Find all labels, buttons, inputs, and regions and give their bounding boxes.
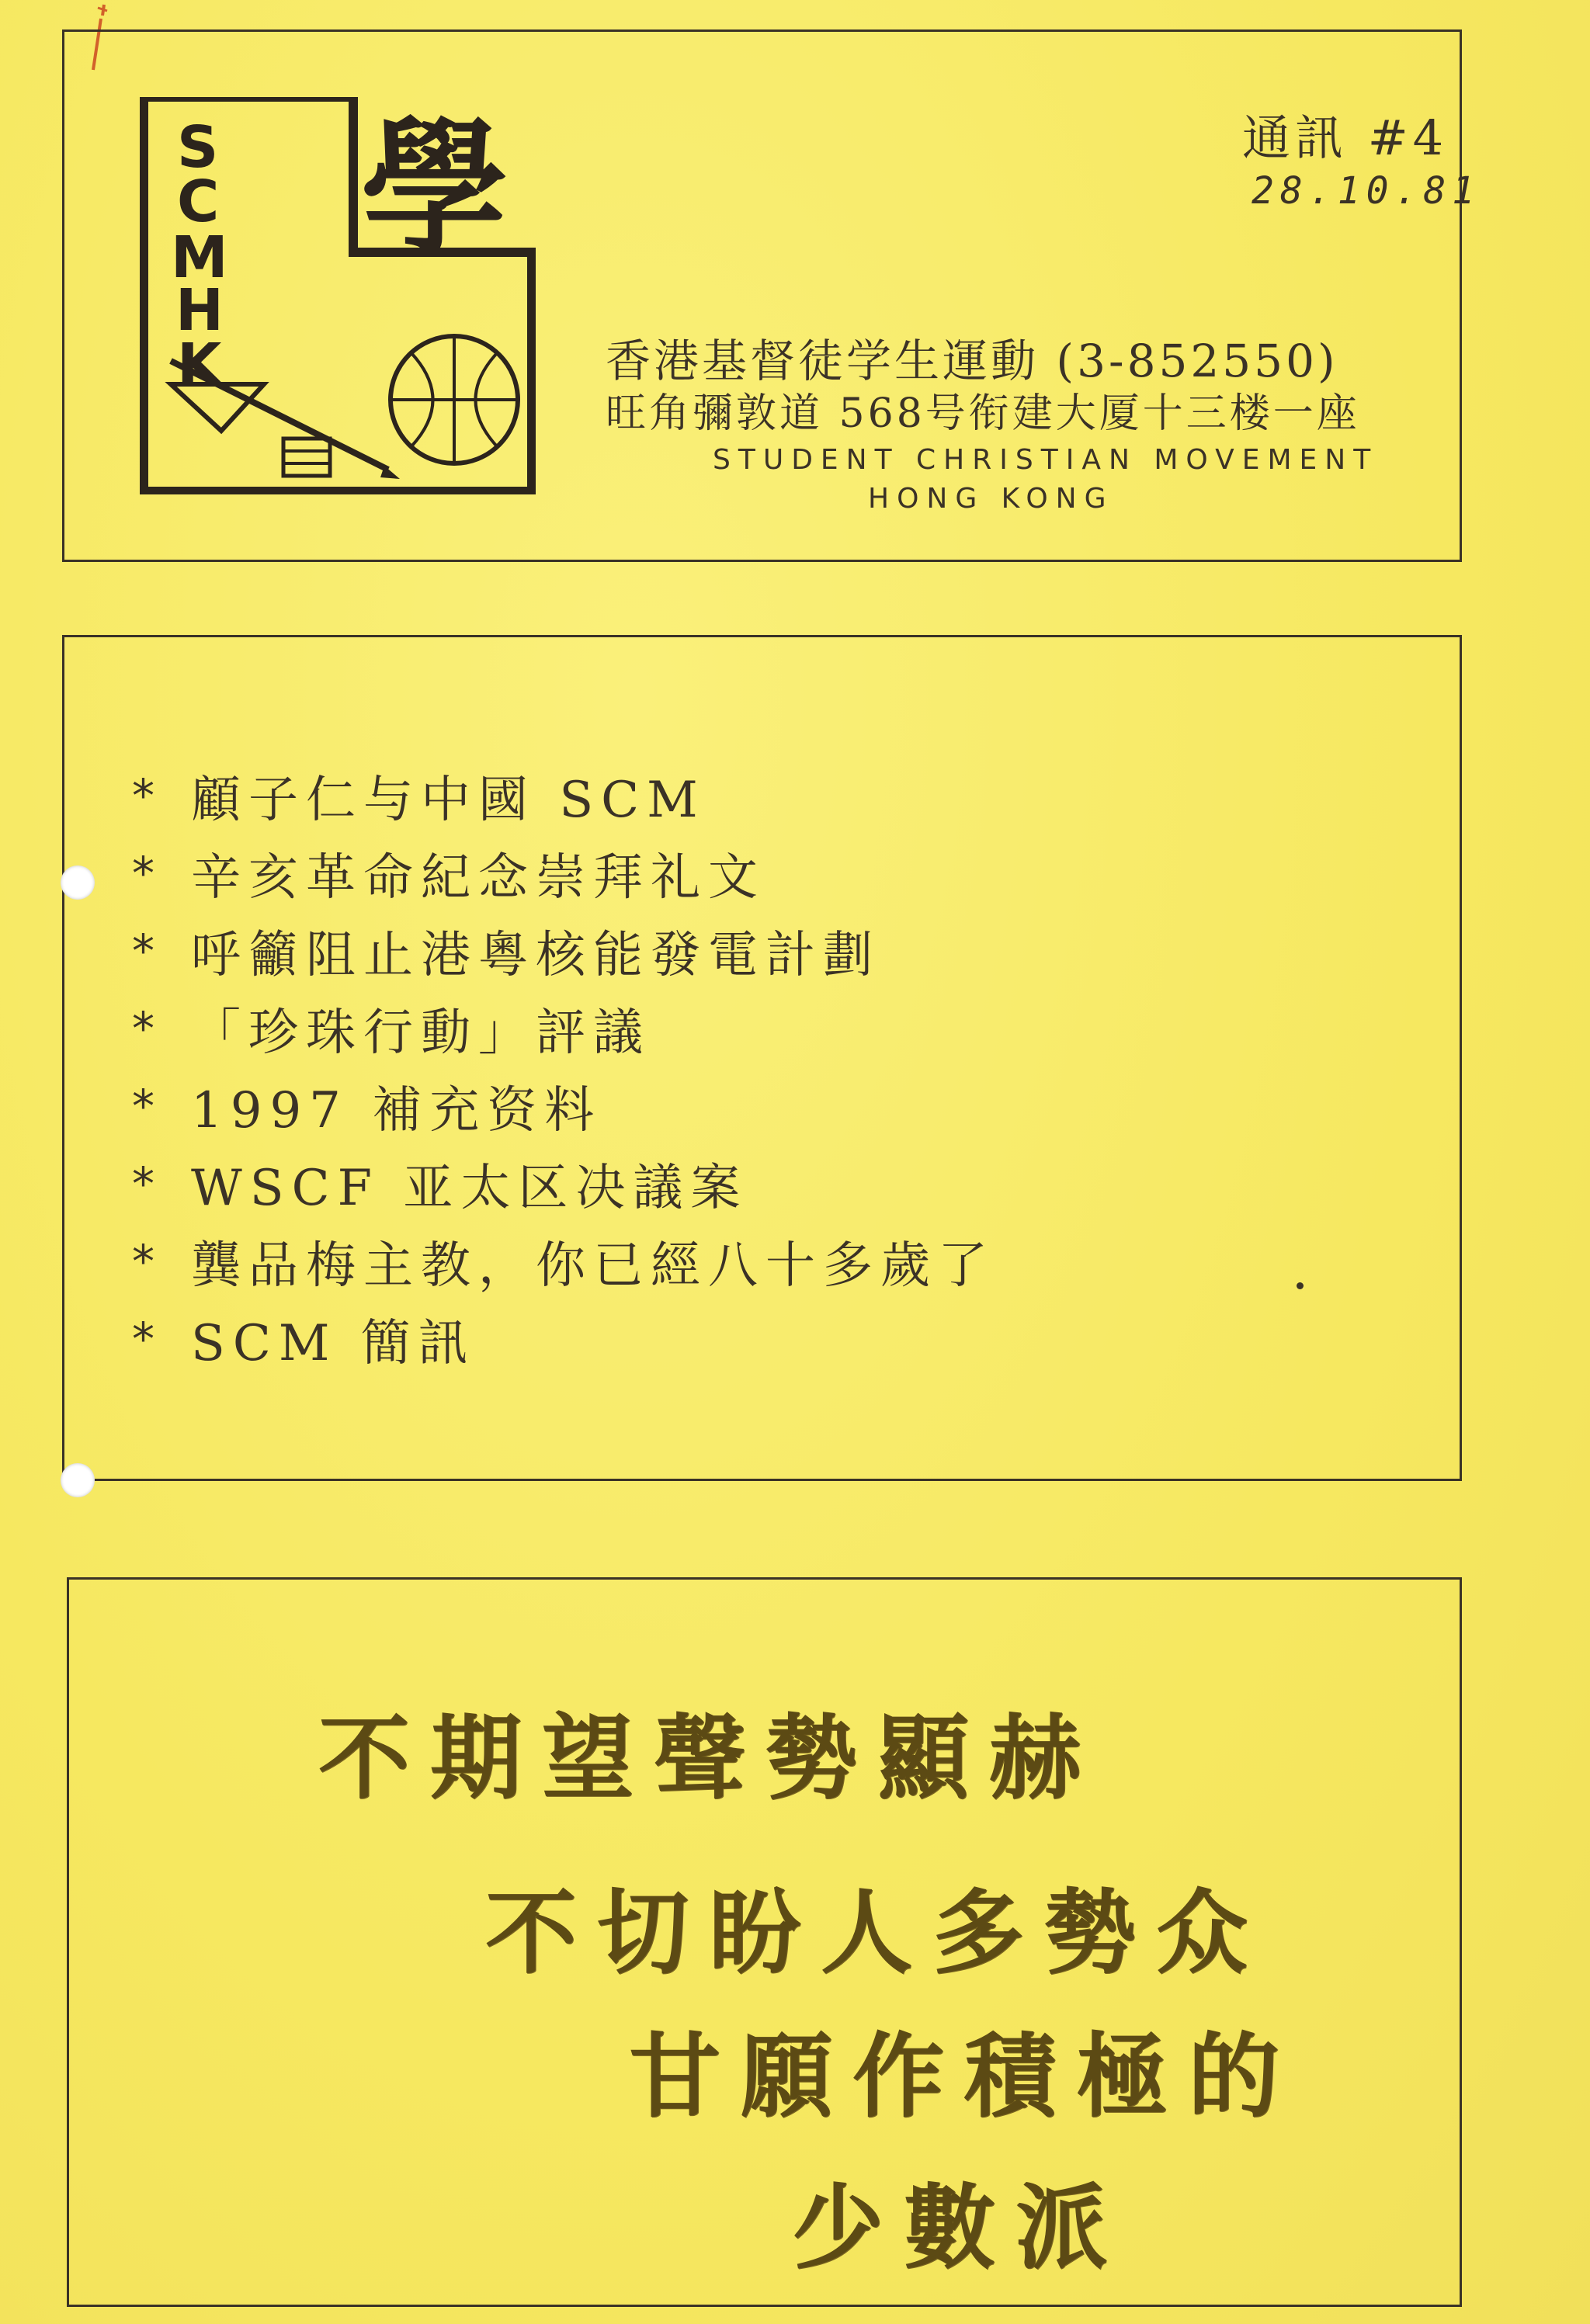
contents-item-text: 顧子仁与中國 SCM	[191, 772, 706, 829]
contents-item	[132, 1067, 995, 1145]
contents-item-text: WSCF 亚太区决議案	[191, 1160, 748, 1217]
bullet-star-icon: *	[132, 1002, 162, 1055]
logo-letter-c: C	[177, 168, 220, 235]
logo-character: 學	[361, 102, 509, 276]
punch-hole	[61, 1463, 95, 1497]
contents-item	[132, 757, 995, 834]
contents-item	[132, 990, 995, 1067]
motto-line: 不期望聲勢顯赫	[318, 1704, 1102, 1812]
contents-list	[132, 757, 995, 1378]
motto-line: 少數派	[792, 2173, 1128, 2281]
logo-letters	[171, 114, 228, 398]
scm-hk-logo	[140, 97, 536, 494]
bullet-star-icon: *	[132, 1080, 162, 1133]
ink-dot	[1297, 1282, 1304, 1289]
logo-letter-k: K	[177, 331, 222, 398]
punch-hole	[61, 865, 95, 900]
contents-item	[132, 1223, 995, 1300]
basketball-icon	[391, 336, 518, 463]
bullet-star-icon: *	[132, 1235, 162, 1288]
contents-item-text: 呼籲阻止港粵核能發電計劃	[191, 927, 880, 984]
contents-item	[132, 1145, 995, 1223]
contents-item	[132, 912, 995, 990]
bullet-star-icon: *	[132, 1313, 162, 1365]
organization-name-cn: 香港基督徒学生運動 (3-852550)	[606, 335, 1338, 387]
logo-letter-m: M	[171, 224, 228, 291]
logo-letter-s: S	[177, 114, 219, 181]
contents-item-text: 龔品梅主教，你已經八十多歲了	[191, 1237, 995, 1295]
bullet-star-icon: *	[132, 847, 162, 900]
contents-item-text: 「珍珠行動」評議	[191, 1004, 651, 1062]
motto-line: 不切盼人多勢众	[485, 1878, 1269, 1986]
contents-item-text: SCM 簡訊	[191, 1315, 476, 1372]
bullet-star-icon: *	[132, 769, 162, 822]
logo-letter-h: H	[175, 277, 224, 344]
contents-item	[132, 834, 995, 912]
organization-name-en: STUDENT CHRISTIAN MOVEMENT	[713, 444, 1379, 476]
organization-location-en: HONG KONG	[868, 483, 1114, 515]
contents-item	[132, 1300, 995, 1378]
contents-item-text: 辛亥革命紀念崇拜礼文	[191, 849, 765, 907]
issue-date: 28.10.81	[1252, 169, 1481, 213]
issue-number: 通訊 #4	[1242, 109, 1449, 166]
organization-address: 旺角彌敦道 568号衔建大厦十三楼一座	[606, 390, 1360, 437]
motto-line: 甘願作積極的	[629, 2022, 1300, 2130]
bullet-star-icon: *	[132, 1157, 162, 1210]
contents-item-text: 1997 補充资料	[191, 1082, 602, 1139]
bullet-star-icon: *	[132, 924, 162, 977]
